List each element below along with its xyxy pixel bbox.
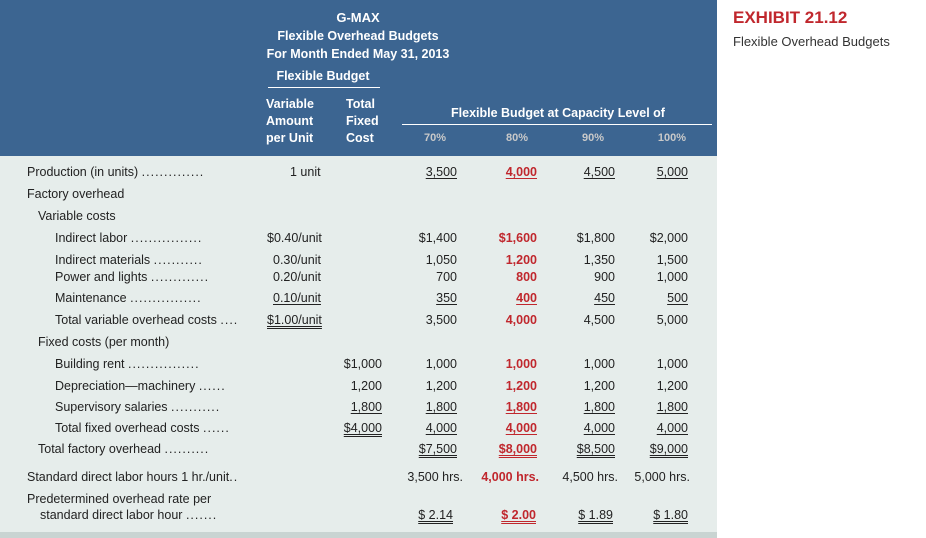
value-100: 1,000: [656, 270, 688, 284]
subtitle-rule: [268, 87, 380, 88]
level-80: 80%: [505, 132, 529, 144]
value-90: $8,500: [576, 442, 615, 456]
value-90: 1,200: [583, 379, 615, 393]
value-70: 1,000: [425, 357, 457, 371]
value-80: 4,000: [505, 165, 537, 179]
row-label: Depreciation—machinery ......: [55, 379, 226, 393]
value-70: 1,050: [425, 253, 457, 267]
value-80: 1,200: [505, 253, 537, 267]
variable-unit: 1 unit: [290, 165, 321, 179]
row-label: Variable costs: [38, 209, 116, 223]
report-title: Flexible Overhead Budgets: [277, 29, 439, 43]
value-70: $7,500: [418, 442, 457, 456]
value-70: 3,500: [425, 313, 457, 327]
level-90: 90%: [581, 132, 605, 144]
exhibit-subtitle: Flexible Overhead Budgets: [733, 34, 890, 49]
row-label: Maintenance ................: [55, 291, 202, 305]
fixed-cost: 1,800: [350, 400, 382, 414]
value-90: 4,500: [583, 313, 615, 327]
value-80: 4,000: [505, 421, 537, 435]
row-label: Indirect labor ................: [55, 231, 203, 245]
value-100: 5,000 hrs.: [634, 470, 690, 484]
flexible-budget-label: Flexible Budget: [276, 69, 370, 83]
row-label: standard direct labor hour .......: [40, 508, 218, 522]
col-variable-line1: Variable: [266, 97, 314, 111]
row-label: Total fixed overhead costs ......: [55, 421, 230, 435]
value-100: 500: [667, 291, 688, 305]
level-70: 70%: [423, 132, 447, 144]
value-80: 1,000: [505, 357, 537, 371]
row-label: Building rent ................: [55, 357, 200, 371]
value-80: 1,200: [505, 379, 537, 393]
exhibit-title: EXHIBIT 21.12: [733, 8, 848, 27]
capacity-rule: [402, 124, 712, 125]
row-label: Total factory overhead ..........: [38, 442, 210, 456]
table-header: [0, 0, 717, 156]
value-100: 5,000: [656, 165, 688, 179]
value-70: 1,800: [425, 400, 457, 414]
col-fixed-line2: Fixed: [346, 114, 379, 128]
variable-unit: 0.30/unit: [273, 253, 321, 267]
level-100: 100%: [657, 132, 687, 144]
row-label: Production (in units) ..............: [27, 165, 205, 179]
value-90: 4,000: [583, 421, 615, 435]
value-70: 700: [436, 270, 457, 284]
capacity-title: Flexible Budget at Capacity Level of: [451, 106, 665, 120]
value-90: $ 1.89: [578, 508, 613, 522]
value-80: $8,000: [498, 442, 537, 456]
bottom-rule: [0, 532, 717, 538]
value-100: $2,000: [649, 231, 688, 245]
value-100: 1,500: [656, 253, 688, 267]
value-70: 1,200: [425, 379, 457, 393]
value-90: 1,350: [583, 253, 615, 267]
value-80: 800: [516, 270, 537, 284]
value-90: 1,800: [583, 400, 615, 414]
value-80: $ 2.00: [501, 508, 536, 522]
value-80: 1,800: [505, 400, 537, 414]
value-100: 1,200: [656, 379, 688, 393]
row-label: Indirect materials ...........: [55, 253, 203, 267]
value-90: 900: [594, 270, 615, 284]
value-70: $ 2.14: [418, 508, 453, 522]
value-70: 4,000: [425, 421, 457, 435]
value-100: 1,800: [656, 400, 688, 414]
value-100: 5,000: [656, 313, 688, 327]
fixed-cost: $1,000: [343, 357, 382, 371]
value-80: $1,600: [498, 231, 537, 245]
value-70: $1,400: [418, 231, 457, 245]
fixed-cost: $4,000: [343, 421, 382, 435]
value-90: 450: [594, 291, 615, 305]
col-variable-line3: per Unit: [266, 131, 314, 145]
row-label: Predetermined overhead rate per: [27, 492, 212, 506]
value-90: 4,500 hrs.: [562, 470, 618, 484]
row-label: Supervisory salaries ...........: [55, 400, 221, 414]
value-90: 1,000: [583, 357, 615, 371]
row-label: Factory overhead: [27, 187, 125, 201]
report-period: For Month Ended May 31, 2013: [266, 47, 450, 61]
variable-unit: 0.20/unit: [273, 270, 321, 284]
row-label: Power and lights .............: [55, 270, 210, 284]
row-label: Total variable overhead costs ....: [55, 313, 239, 327]
row-label: Standard direct labor hours 1 hr./unit..: [27, 470, 239, 484]
value-90: $1,800: [576, 231, 615, 245]
value-80: 400: [516, 291, 537, 305]
value-90: 4,500: [583, 165, 615, 179]
value-70: 350: [436, 291, 457, 305]
row-label: Fixed costs (per month): [38, 335, 170, 349]
value-80: 4,000: [505, 313, 537, 327]
variable-unit: $0.40/unit: [267, 231, 322, 245]
value-70: 3,500 hrs.: [407, 470, 463, 484]
col-fixed-line1: Total: [346, 97, 375, 111]
variable-unit: 0.10/unit: [273, 291, 321, 305]
col-variable-line2: Amount: [266, 114, 314, 128]
company-name: G-MAX: [336, 10, 380, 25]
col-fixed-line3: Cost: [346, 131, 374, 145]
value-80: 4,000 hrs.: [481, 470, 539, 484]
value-100: $ 1.80: [653, 508, 688, 522]
value-70: 3,500: [425, 165, 457, 179]
fixed-cost: 1,200: [350, 379, 382, 393]
value-100: 1,000: [656, 357, 688, 371]
value-100: 4,000: [656, 421, 688, 435]
variable-unit: $1.00/unit: [267, 313, 322, 327]
value-100: $9,000: [649, 442, 688, 456]
